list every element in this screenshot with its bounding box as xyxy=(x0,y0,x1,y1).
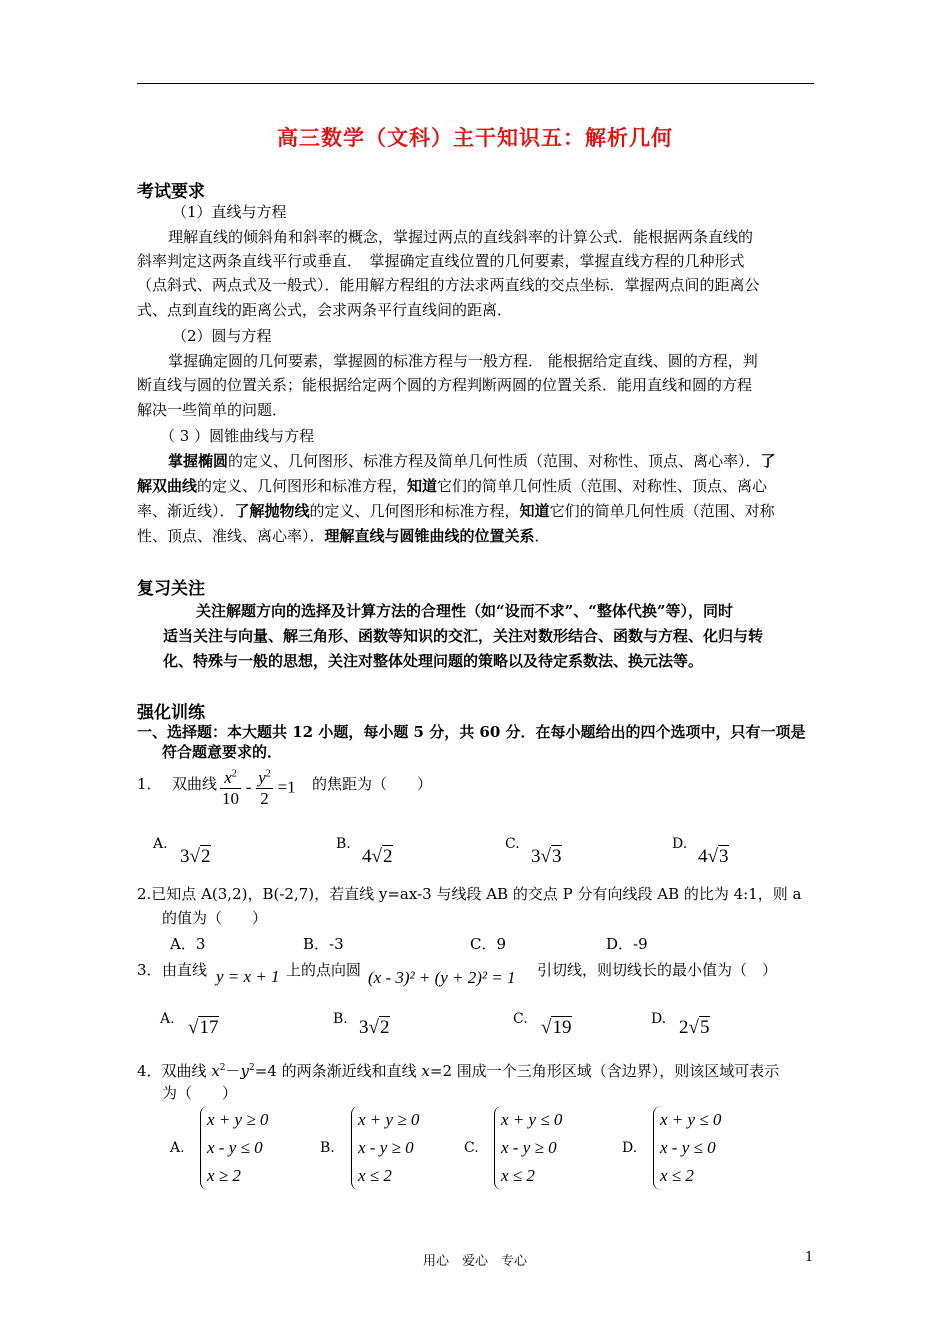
paragraph-line: 化、特殊与一般的思想，关注对整体处理问题的策略以及待定系数法、换元法等。 xyxy=(163,652,704,670)
option-d-system: x + y ≤ 0 x - y ≤ 0 x ≤ 2 xyxy=(653,1106,721,1190)
question-text: 4．双曲线 $x^2-y^2=4$ 的两条渐近线和直线 x=2 围成一个三角形区域（含边界），则该区域可表示 xyxy=(137,1062,780,1080)
text: 它们的简单几何性质（范围、对称性、顶点、离心 xyxy=(437,477,768,495)
option-label: A. xyxy=(170,1140,185,1156)
fraction: $\frac{y^2}{2}$ xyxy=(258,768,271,808)
option-d-value: 2√5 xyxy=(679,1017,710,1038)
paragraph-line xyxy=(137,499,775,523)
option-label: D. xyxy=(672,836,688,852)
option-b-value: 3√2 xyxy=(359,1017,390,1038)
option-b-value: 4√2 xyxy=(362,846,393,867)
circle-equation: (x - 3)² + (y + 2)² = 1 xyxy=(368,968,516,987)
option-d: D．-9 xyxy=(606,935,648,953)
question-text: 的焦距为（ ） xyxy=(312,775,433,793)
option-label: C. xyxy=(505,836,520,852)
option-c-system: x + y ≤ 0 x - y ≥ 0 x ≤ 2 xyxy=(494,1106,562,1190)
page-number: 1 xyxy=(805,1250,814,1265)
option-label: D. xyxy=(622,1140,638,1156)
question-text: 的值为（ ） xyxy=(162,909,268,927)
paragraph-line: 适当关注与向量、解三角形、函数等知识的交汇，关注对数形结合、函数与方程、化归与转 xyxy=(163,627,764,645)
section-heading-review-focus: 复习关注 xyxy=(137,579,205,599)
paragraph-line xyxy=(137,474,767,498)
option-label: B. xyxy=(333,1011,348,1027)
line-equation: y = x + 1 xyxy=(216,967,280,986)
paragraph-line xyxy=(168,449,776,473)
question-number: 1． xyxy=(137,775,162,793)
text: 的定义、几何图形和标准方程， xyxy=(309,502,520,520)
option-a: A．3 xyxy=(170,935,206,953)
paragraph-line: 断直线与圆的位置关系；能根据给定两个圆的方程判断两圆的位置关系．能用直线和圆的方程 xyxy=(137,376,753,394)
question-text: 为（ ） xyxy=(162,1084,238,1102)
text: 它们的简单几何性质（范围、对称 xyxy=(549,502,775,520)
option-a-system: x + y ≥ 0 x - y ≤ 0 x ≥ 2 xyxy=(200,1106,268,1190)
option-b: B．-3 xyxy=(303,935,344,953)
bold-text: 知道 xyxy=(407,477,438,495)
option-label: B. xyxy=(336,836,351,852)
text: 率、渐近线）． xyxy=(137,502,235,520)
text: 的定义、几何图形和标准方程， xyxy=(197,477,408,495)
paragraph-line xyxy=(137,524,550,548)
section-heading-practice: 强化训练 xyxy=(137,703,205,723)
bold-text: 了解抛物线 xyxy=(234,502,310,520)
option-c-value: √19 xyxy=(541,1017,572,1038)
paragraph-line: 掌握确定圆的几何要素，掌握圆的标准方程与一般方程． 能根据给定直线、圆的方程，判 xyxy=(168,352,758,370)
equals-one: =1 xyxy=(277,777,296,797)
paragraph-line: 斜率判定这两条直线平行或垂直． 掌握确定直线位置的几何要素，掌握直线方程的几种形式 xyxy=(137,252,745,270)
subsection-title-line: （1）直线与方程 xyxy=(172,203,287,221)
paragraph-line: 理解直线的倾斜角和斜率的概念，掌握过两点的直线斜率的计算公式．能根据两条直线的 xyxy=(168,228,754,246)
paragraph-line: 解决一些简单的问题． xyxy=(137,401,288,419)
question-number: 3． xyxy=(137,961,162,979)
section-heading-exam-requirements: 考试要求 xyxy=(137,182,205,202)
option-d-value: 4√3 xyxy=(698,846,729,867)
option-a-value: 3√2 xyxy=(180,846,211,867)
paragraph-line: 式、点到直线的距离公式，会求两条平行直线间的距离． xyxy=(137,301,513,319)
subsection-title-circle: （2）圆与方程 xyxy=(172,327,272,345)
header-rule xyxy=(137,83,814,84)
text: 性、顶点、准线、离心率）． xyxy=(137,527,325,545)
question-text: 引切线，则切线长的最小值为（ ） xyxy=(537,961,778,979)
option-label: A. xyxy=(160,1011,175,1027)
fraction: $\frac{x^2}{10}$ xyxy=(222,768,239,808)
question-text: 上的点向圆 xyxy=(286,961,362,979)
paragraph-line: （点斜式、两点式及一般式）．能用解方程组的方法求两直线的交点坐标．掌握两点间的距离公 xyxy=(137,276,760,294)
text: ． xyxy=(534,527,550,545)
question-text: 双曲线 xyxy=(172,775,218,793)
paragraph-line: 关注解题方向的选择及计算方法的合理性（如“设而不求”、“整体代换”等），同时 xyxy=(196,602,734,620)
question-text: 由直线 xyxy=(162,961,208,979)
bold-text: 掌握椭圆 xyxy=(168,452,229,470)
subsection-title-conics: （ 3 ）圆锥曲线与方程 xyxy=(160,427,315,445)
option-label: B. xyxy=(320,1140,335,1156)
bold-text: 解双曲线 xyxy=(137,477,198,495)
option-c-value: 3√3 xyxy=(531,846,562,867)
option-label: D. xyxy=(651,1011,667,1027)
instructions-line: 一、选择题：本大题共 12 小题，每小题 5 分，共 60 分．在每小题给出的四个选项中，只有一项是 xyxy=(137,723,806,741)
page-title: 高三数学（文科）主干知识五：解析几何 xyxy=(277,125,673,150)
minus-sign: - xyxy=(245,777,252,797)
option-label: C. xyxy=(464,1140,479,1156)
option-c: C．9 xyxy=(470,935,507,953)
option-label: C. xyxy=(513,1011,528,1027)
bold-text: 理解直线与圆锥曲线的位置关系 xyxy=(324,527,535,545)
bold-text: 知道 xyxy=(519,502,550,520)
hyperbola-equation xyxy=(220,768,296,809)
bold-text: 了 xyxy=(760,452,776,470)
question-text: 2.已知点 A(3,2)，B(-2,7)，若直线 y=ax-3 与线段 AB 的交点 P 分有向线段 AB 的比为 4:1，则 a xyxy=(137,885,802,903)
option-b-system: x + y ≥ 0 x - y ≥ 0 x ≤ 2 xyxy=(351,1106,419,1190)
footer-text: 用心 爱心 专心 xyxy=(422,1254,527,1269)
instructions-line: 符合题意要求的． xyxy=(162,743,283,761)
text: 的定义、几何图形、标准方程及简单几何性质（范围、对称性、顶点、离心率）． xyxy=(228,452,761,470)
option-label: A. xyxy=(153,836,168,852)
option-a-value: √17 xyxy=(188,1017,219,1038)
